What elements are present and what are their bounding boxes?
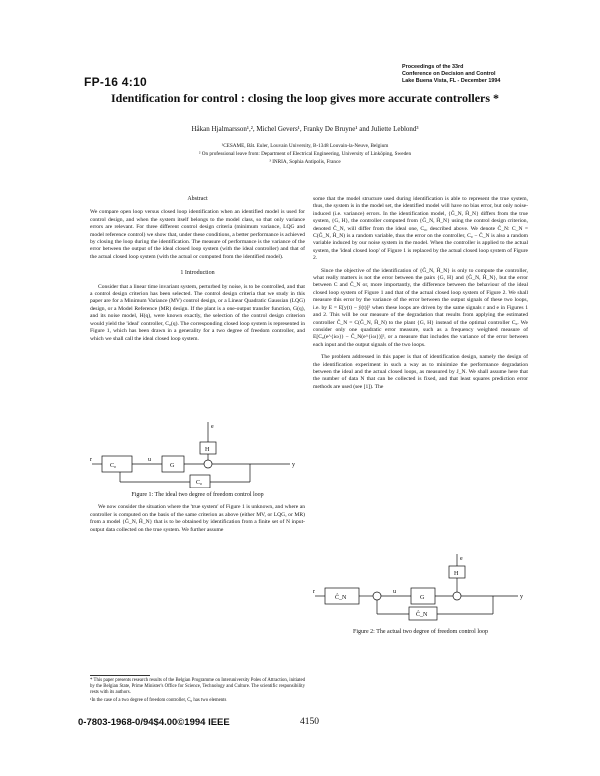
figure-2-diagram [313, 552, 528, 622]
figure-1-diagram [90, 420, 305, 488]
sum-junction [204, 460, 212, 468]
figure-2-caption: Figure 2: The actual two degree of freedom control loop [352, 629, 488, 635]
paper-code: FP-16 4:10 [84, 75, 148, 89]
affiliation: ² On professional leave from: Department of Electrical Engineering, University of Linköping, Sweden [198, 151, 412, 157]
figure-1-caption: Figure 1: The ideal two degree of freedom control loop [131, 492, 264, 498]
right-column [313, 196, 528, 391]
abstract-section [90, 196, 305, 343]
affiliations [110, 142, 500, 166]
sum-junction [453, 592, 461, 600]
body-paragraph: some that the model structure used during identification is able to represent the true system, thus, the system is in the model set, the identified model will have no bias error, but only noise-induced (i.e. variance) errors. In the identification model, {Ĝ_N, Ĥ_N} differs from the true system, {G, H}, the controller computed from {Ĝ_N, Ĥ_N} using the control design criterion, denoted Ĉ_N, will differ from the ideal one, C₀, described above. We denote Ĉ_N: C_N = C(Ĝ_N, Ĥ_N) is a random variable, thus the error on the controller, C₀ − Ĉ_N is also a random variable induced by our noise system in the model. When the controller is applied to the actual system, the 'ideal closed loop' of Figure 1 is replaced by the actual closed loop system of Figure 2. [313, 196, 528, 262]
proceedings-line: Proceedings of the 33rd [402, 64, 464, 70]
fig2-e-label: e [460, 556, 463, 562]
fig1-controller-label: C₀ [110, 463, 117, 469]
fig2-u-label: u [393, 589, 396, 595]
fig1-plant-label: G [170, 463, 175, 469]
fig1-u-label: u [148, 457, 151, 463]
fig2-y-label: y [520, 594, 523, 600]
fig1-y-label: y [292, 462, 295, 468]
fig1-caption-block [90, 492, 305, 534]
footnote-rule [90, 675, 150, 676]
intro-paragraph: We now consider the situation where the 'true system' of Figure 1 is unknown, and where an controller is computed on the basis of the same criterion as above (either MV, or LQG, or MR) from a model {Ĝ_N, Ĥ_N} that is to be obtained by identification from a finite set of N input-output data collected on the true system. We further assume [90, 504, 305, 533]
intro-paragraph: Consider that a linear time invariant system, perturbed by noise, is to be controlled, and that a control design criterion has been selected. The control design criteria that we study in this paper are for a Minimum Variance (MV) control design, or a Linear Quadratic Gaussian (LQG) design, or a Model Reference (MR) design. If the plant is a one-output transfer function, G(q), and its noise model, H(q), were known exactly, the selection of the control design criterion would yield the 'ideal' controller, C₀(q). The corresponding closed loop system is represented in Figure 1, which has been drawn in a generality for a two degree of freedom controller, and which we shall call the ideal closed loop system. [90, 283, 305, 342]
abstract-text: We compare open loop versus closed loop identification when an identified model is used for control design, and when the system itself belongs to the model class, so that only variance errors are relevant. For three different control design criteria (minimum variance, LQG and model reference control) we show that, under these conditions, a better performance is achieved by closing the loop during the identification. The measure of performance is the variance of the error between the output of the ideal closed loop system (with the ideal controller) and that of the actual closed loop system (with the actual or computed from the identified model). [90, 209, 305, 260]
body-paragraph: Since the objective of the identification of {Ĝ_N, Ĥ_N} is only to compute the controller, what really matters is not the error between the pairs {G, H} and {Ĝ_N, Ĥ_N}, but the error between C and Ĉ_N or, more importantly, the difference between the behaviour of the ideal closed loop system of Figure 1 and that of the actual closed loop system of Figure 2. We shall measure this error by the variance of the error between the output signals of these two loops, i.e. by E = E[y(t) − ŷ(t)]² when these loops are driven by the same signals r and e in Figures 1 and 2. This will be our measure of the degradation that results from applying the estimated controller Ĉ_N = C(Ĝ_N, Ĥ_N) to the plant {G, H} instead of the optimal controller C₀. We consider only one quadratic error measure, such as a frequency weighted measure of E[C₀(e^{iω}) − Ĉ_N(e^{iω})]², or a measure that includes the variance of the error between each input and the output signals of the two loops. [313, 267, 528, 348]
fig2-controller-label: Ĉ_N [335, 595, 347, 601]
body-paragraph: The problem addressed in this paper is that of identification design, namely the design of the identification experiment in such a way as to minimize the performance degradation between the ideal and the actual closed loops, as measured by J_N. We shall assume here that the number of data N that can be collected is fixed, and that least squares prediction error methods are used (see [1]). The [313, 354, 528, 390]
isbn-footer: 0-7803-1968-0/94$4.00©1994 IEEE [78, 717, 230, 728]
footnote: * This paper presents research results of the Belgian Programme on Interuniversity Poles of Attraction, initiated by the Belgian State, Prime Minister's Office for Science, Technology and Culture. The scientific responsibility rests with its authors. [90, 678, 305, 695]
fig2-r-label: r [313, 589, 315, 595]
proceedings-line: Conference on Decision and Control [402, 71, 496, 77]
affiliation: ³ INRIA, Sophia Antipolis, France [269, 159, 341, 165]
proceedings-line: Lake Buena Vista, FL - December 1994 [402, 78, 501, 84]
fig1-r-label: r [90, 457, 92, 463]
paper-title: Identification for control : closing the loop gives more accurate controllers * [110, 91, 500, 105]
fig1-feedback-label: C₀ [196, 480, 203, 486]
intro-heading: 1 Introduction [180, 270, 215, 277]
controller-block [102, 456, 132, 472]
fig1-noise-label: H [205, 447, 210, 453]
page-number: 4150 [300, 717, 319, 727]
fig1-e-label: e [211, 424, 214, 430]
fig2-noise-label: H [454, 571, 459, 577]
proceedings-info [402, 64, 532, 85]
footnotes [90, 678, 305, 704]
abstract-heading: Abstract [187, 196, 208, 202]
authors: Håkan Hjalmarsson¹,², Michel Gevers¹, Franky De Bruyne¹ and Juliette Leblond³ [191, 125, 419, 133]
affiliation: ¹CESAME, Bât. Euler, Louvain University, B-1348 Louvain-la-Neuve, Belgium [221, 143, 389, 149]
fig2-feedback-label: Ĉ_N [416, 612, 428, 618]
fig2-plant-label: G [420, 595, 425, 601]
footnote: ¹In the case of a two degree of freedom controller, C₀ has two elements [90, 698, 227, 703]
